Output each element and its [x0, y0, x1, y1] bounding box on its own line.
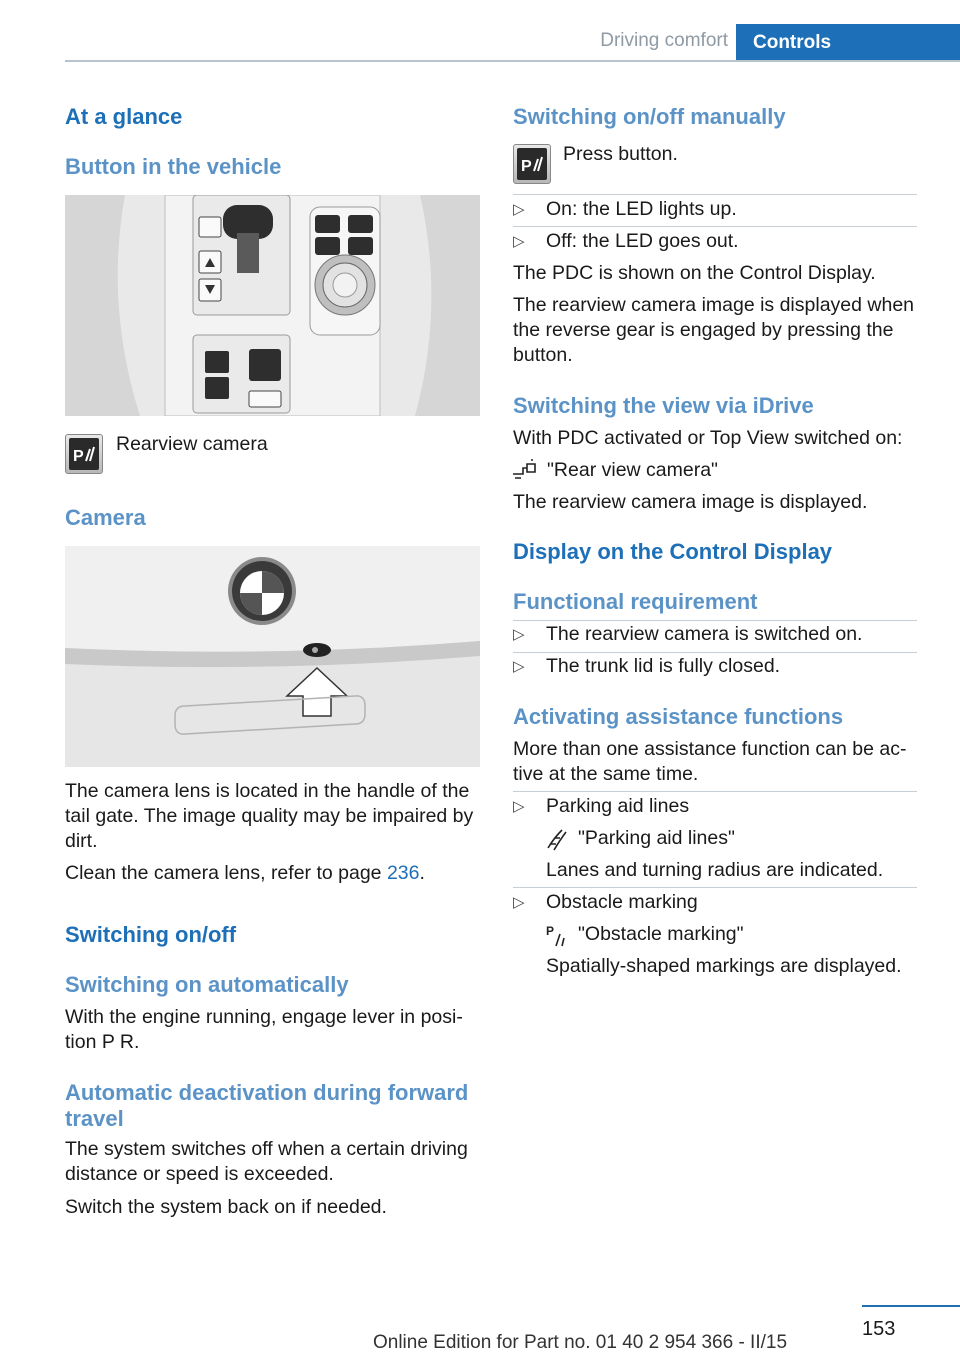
bullet-rule — [513, 194, 917, 195]
press-button-text: Press button. — [563, 143, 678, 165]
bullet-triangle-icon: ▷ — [513, 894, 525, 911]
header-rule — [65, 60, 960, 62]
heading-auto-deactivation-line-2: travel — [65, 1106, 124, 1131]
rearview-line-1: The rearview camera image is displayed when — [513, 294, 915, 316]
bullet-triangle-icon: ▷ — [513, 626, 525, 643]
pdc-shown-text: The PDC is shown on the Control Display. — [513, 262, 876, 284]
bullet-triangle-icon: ▷ — [513, 658, 525, 675]
header-section: Driving comfort — [600, 30, 728, 51]
rear-view-camera-icon — [511, 458, 541, 484]
auto-on-line-2: tion P R. — [65, 1031, 140, 1053]
clean-camera-text — [65, 861, 425, 886]
assist-line-2: tive at the same time. — [513, 763, 699, 785]
bullet-rule — [513, 620, 917, 621]
camera-text-line-3: dirt. — [65, 830, 98, 852]
heading-at-a-glance: At a glance — [65, 104, 183, 129]
rearview-camera-label: Rearview camera — [116, 433, 268, 455]
heading-button-in-vehicle: Button in the vehicle — [65, 154, 282, 179]
svg-text:P: P — [521, 158, 532, 175]
svg-text:P: P — [73, 448, 84, 465]
rearview-line-2: the reverse gear is engaged by pressing the — [513, 319, 894, 341]
obstacle-marking-icon — [544, 922, 574, 948]
heading-functional-requirement: Functional requirement — [513, 589, 758, 614]
header-chapter: Controls — [736, 24, 960, 62]
heading-idrive: Switching the view via iDrive — [513, 393, 814, 418]
heading-activating-assistance: Activating assistance functions — [513, 704, 844, 729]
bullet-triangle-icon: ▷ — [513, 201, 525, 218]
heading-camera: Camera — [65, 505, 146, 530]
auto-on-line-1: With the engine running, engage lever in posi‐ — [65, 1006, 463, 1028]
camera-text-line-1: The camera lens is located in the handle of the — [65, 780, 470, 802]
camera-text-line-2: tail gate. The image quality may be impaired by — [65, 805, 474, 827]
parking-aid-lines-item: "Parking aid lines" — [578, 827, 735, 849]
bullet-camera-on-text: The rearview camera is switched on. — [546, 623, 863, 645]
clean-camera-suffix: . — [419, 862, 425, 884]
idrive-line-2: The rearview camera image is displayed. — [513, 491, 868, 513]
bullet-rule — [513, 887, 917, 888]
bullet-triangle-icon: ▷ — [513, 233, 525, 250]
page-link-236[interactable]: 236 — [386, 862, 420, 884]
clean-camera-prefix: Clean the camera lens, refer to page — [65, 862, 387, 884]
bullet-triangle-icon: ▷ — [513, 798, 525, 815]
auto-off-line-2: distance or speed is exceeded. — [65, 1163, 334, 1185]
idrive-line-1: With PDC activated or Top View switched on: — [513, 427, 903, 449]
console-illustration — [65, 195, 480, 416]
footer-rule — [862, 1305, 960, 1307]
rear-view-camera-item: "Rear view camera" — [547, 459, 718, 481]
bullet-rule — [513, 652, 917, 653]
heading-switching-on-automatically: Switching on automatically — [65, 972, 349, 997]
assist-line-1: More than one assistance function can be ac‐ — [513, 738, 907, 760]
bullet-trunk-closed-text: The trunk lid is fully closed. — [546, 655, 781, 677]
rearview-camera-button-icon — [65, 434, 103, 474]
parking-aid-lines-desc: Lanes and turning radius are indicated. — [546, 859, 884, 881]
bullet-led-off-text: Off: the LED goes out. — [546, 230, 739, 252]
camera-figure — [65, 546, 480, 767]
heading-display-control-display: Display on the Control Display — [513, 539, 833, 564]
heading-switching-on-off: Switching on/off — [65, 922, 237, 947]
auto-off-line-3: Switch the system back on if needed. — [65, 1196, 387, 1218]
bullet-obstacle-marking-text: Obstacle marking — [546, 891, 698, 913]
bullet-parking-aid-lines-text: Parking aid lines — [546, 795, 690, 817]
page-number: 153 — [862, 1318, 896, 1340]
bullet-led-on-text: On: the LED lights up. — [546, 198, 737, 220]
svg-text:P: P — [546, 924, 555, 938]
bullet-rule — [513, 791, 917, 792]
heading-switching-manually: Switching on/off manually — [513, 104, 786, 129]
parking-aid-lines-icon — [544, 826, 574, 852]
footer-edition: Online Edition for Part no. 01 40 2 954 366 - II/15 — [372, 1332, 788, 1353]
heading-auto-deactivation-line-1: Automatic deactivation during forward — [65, 1080, 469, 1105]
pdc-button-icon — [513, 144, 551, 184]
obstacle-marking-item: "Obstacle marking" — [578, 923, 744, 945]
rearview-line-3: button. — [513, 344, 573, 366]
obstacle-marking-desc: Spatially-shaped markings are displayed. — [546, 955, 902, 977]
console-figure — [65, 195, 480, 416]
bullet-rule — [513, 226, 917, 227]
auto-off-line-1: The system switches off when a certain driving — [65, 1138, 468, 1160]
tailgate-illustration — [65, 546, 480, 767]
